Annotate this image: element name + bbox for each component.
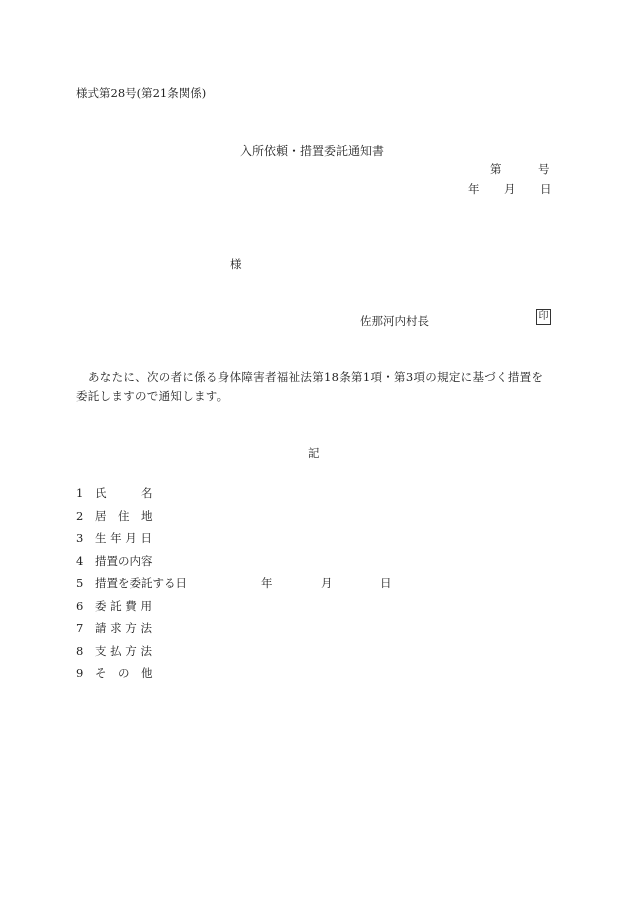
item-label: 措置の内容 bbox=[95, 553, 153, 568]
list-item bbox=[76, 575, 496, 598]
item-label: 生 年 月 日 bbox=[95, 531, 152, 545]
item-label: 居 住 地 bbox=[95, 508, 153, 523]
item-label: 支 払 方 法 bbox=[95, 643, 152, 658]
item-label: 請 求 方 法 bbox=[95, 621, 152, 635]
list-item bbox=[76, 620, 496, 643]
list-item bbox=[76, 485, 496, 508]
list-item bbox=[76, 553, 496, 576]
item-number: 2 bbox=[76, 508, 84, 523]
date-year-label: 年 bbox=[468, 182, 480, 196]
addressee-suffix: 様 bbox=[230, 257, 242, 271]
item-number: 7 bbox=[76, 621, 84, 635]
item-label: 措置を委託する日 bbox=[95, 576, 187, 590]
list-item bbox=[76, 665, 496, 688]
item-number: 1 bbox=[76, 486, 84, 500]
item-number: 4 bbox=[76, 553, 84, 568]
list-item bbox=[76, 508, 496, 531]
form-number: 様式第28号(第21条関係) bbox=[76, 86, 207, 100]
list-item bbox=[76, 530, 496, 553]
seal-mark: 印 bbox=[536, 309, 551, 325]
date-day-label: 日 bbox=[540, 182, 552, 196]
commission-month-label: 月 bbox=[321, 576, 333, 590]
item-label: 委 託 費 用 bbox=[95, 598, 152, 613]
item-number: 5 bbox=[76, 576, 84, 590]
list-item bbox=[76, 598, 496, 621]
ki-heading: 記 bbox=[308, 446, 320, 460]
item-list bbox=[76, 485, 496, 688]
number-suffix: 号 bbox=[538, 162, 550, 176]
document-title: 入所依頼・措置委託通知書 bbox=[240, 144, 385, 158]
number-prefix: 第 bbox=[490, 162, 502, 176]
item-number: 3 bbox=[76, 531, 84, 545]
item-number: 6 bbox=[76, 598, 84, 613]
date-month-label: 月 bbox=[504, 182, 516, 196]
item-label: そ の 他 bbox=[95, 666, 153, 680]
commission-day-label: 日 bbox=[380, 576, 392, 590]
list-item bbox=[76, 643, 496, 666]
item-number: 9 bbox=[76, 666, 84, 680]
item-number: 8 bbox=[76, 643, 84, 658]
commission-year-label: 年 bbox=[261, 576, 273, 590]
item-label: 氏 名 bbox=[95, 486, 153, 500]
sender-name: 佐那河内村長 bbox=[360, 314, 429, 328]
notice-body: あなたに、次の者に係る身体障害者福祉法第18条第1項・第3項の規定に基づく措置を委託しますので通知します。 bbox=[76, 370, 544, 403]
